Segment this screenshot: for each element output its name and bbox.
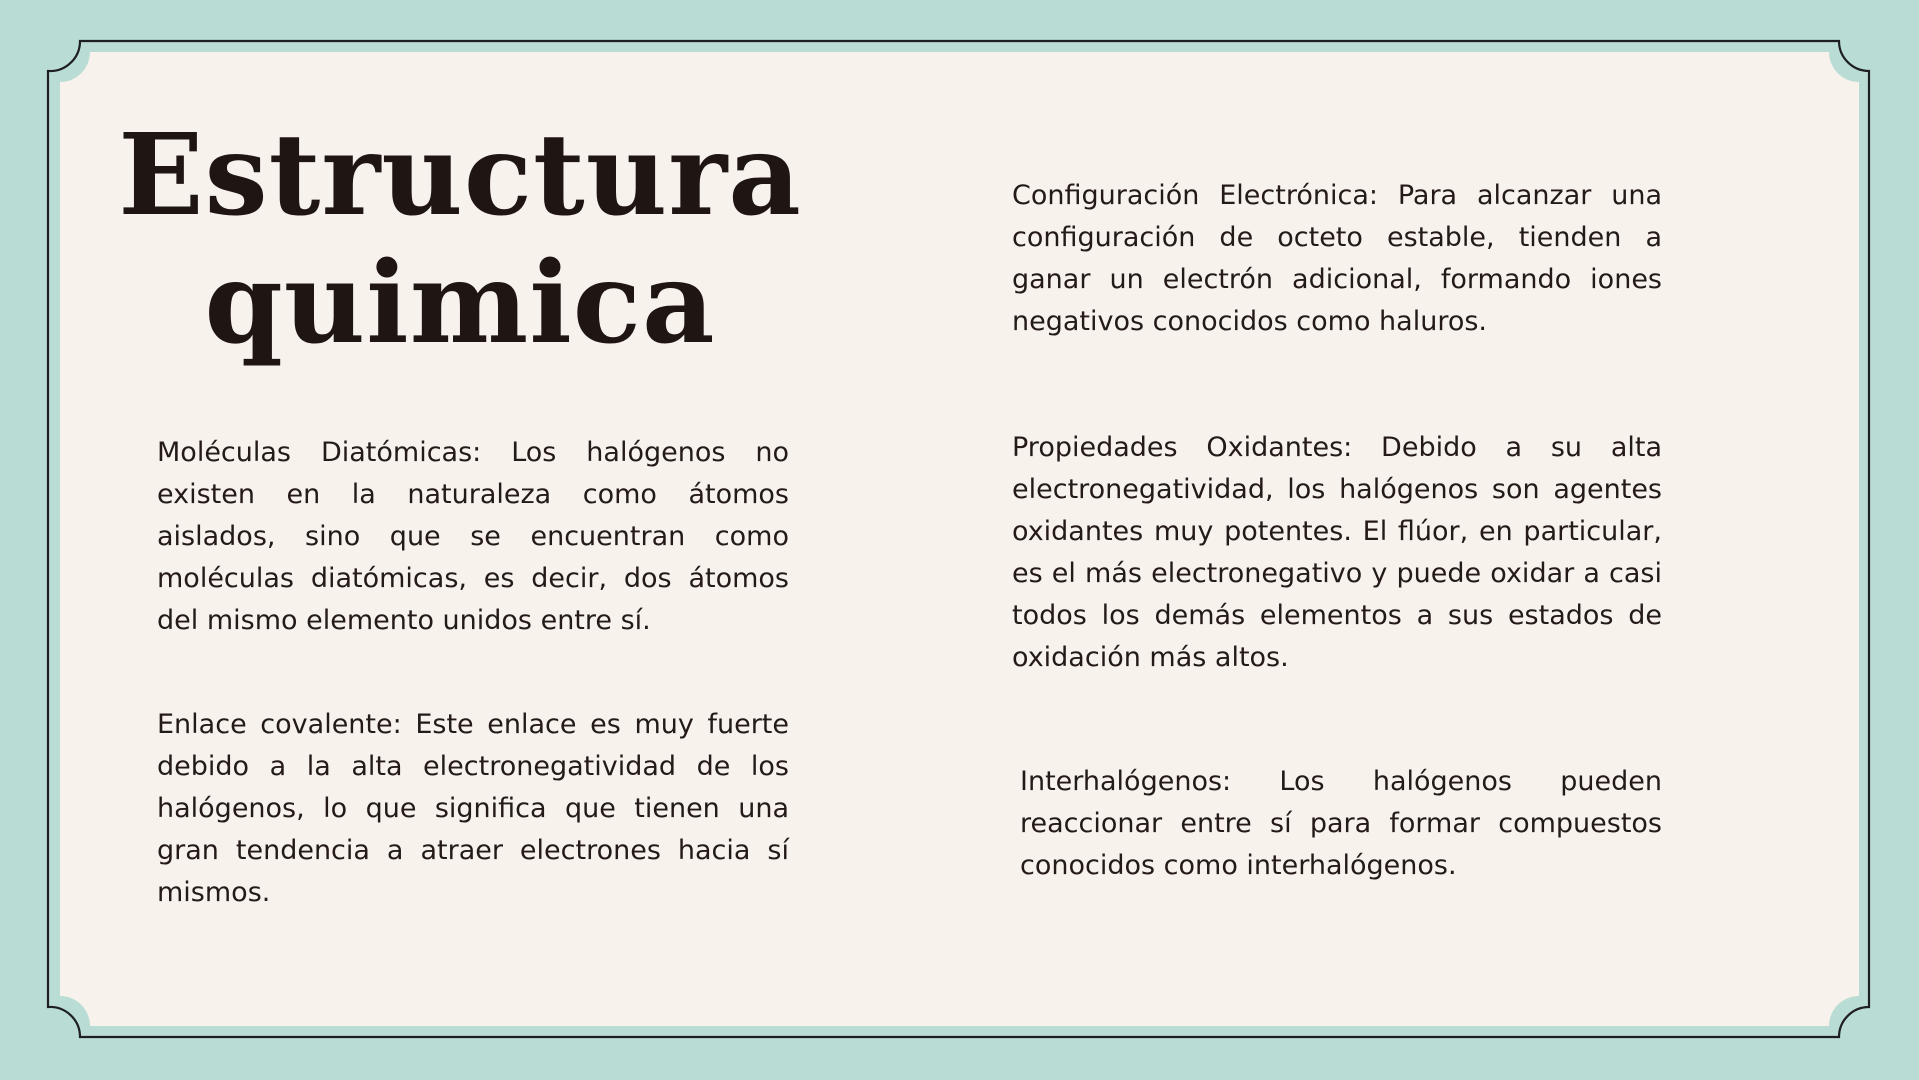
title-line-1: Estructura — [118, 110, 802, 241]
paragraph-moleculas-diatomicas: Moléculas Diatómicas: Los halógenos no existen en la naturaleza como átomos aislados, sino que se encuentran como moléculas diatómicas, es decir, dos átomos del mismo elemento unidos entre sí. — [157, 437, 789, 636]
paragraph-propiedades-oxidantes: Propiedades Oxidantes: Debido a su alta electronegatividad, los halógenos son agentes oxidantes muy potentes. El flúor, en particular, es el más electronegativo y puede oxidar a casi todos los demás elementos a sus estados de oxidación más altos. — [1012, 432, 1662, 673]
paragraph-configuracion-electronica: Configuración Electrónica: Para alcanzar una configuración de octeto estable, tienden a ganar un electrón adicional, formando iones negativos conocidos como haluros. — [1012, 180, 1662, 337]
paragraph-interhalogenos: Interhalógenos: Los halógenos pueden reaccionar entre sí para formar compuestos conocidos como interhalógenos. — [1020, 766, 1662, 881]
page-title — [100, 112, 820, 368]
paragraph-enlace-covalente: Enlace covalente: Este enlace es muy fuerte debido a la alta electronegatividad de los halógenos, lo que significa que tienen una gran tendencia a atraer electrones hacia sí mismos. — [157, 709, 789, 908]
title-line-2: quimica — [204, 238, 716, 369]
